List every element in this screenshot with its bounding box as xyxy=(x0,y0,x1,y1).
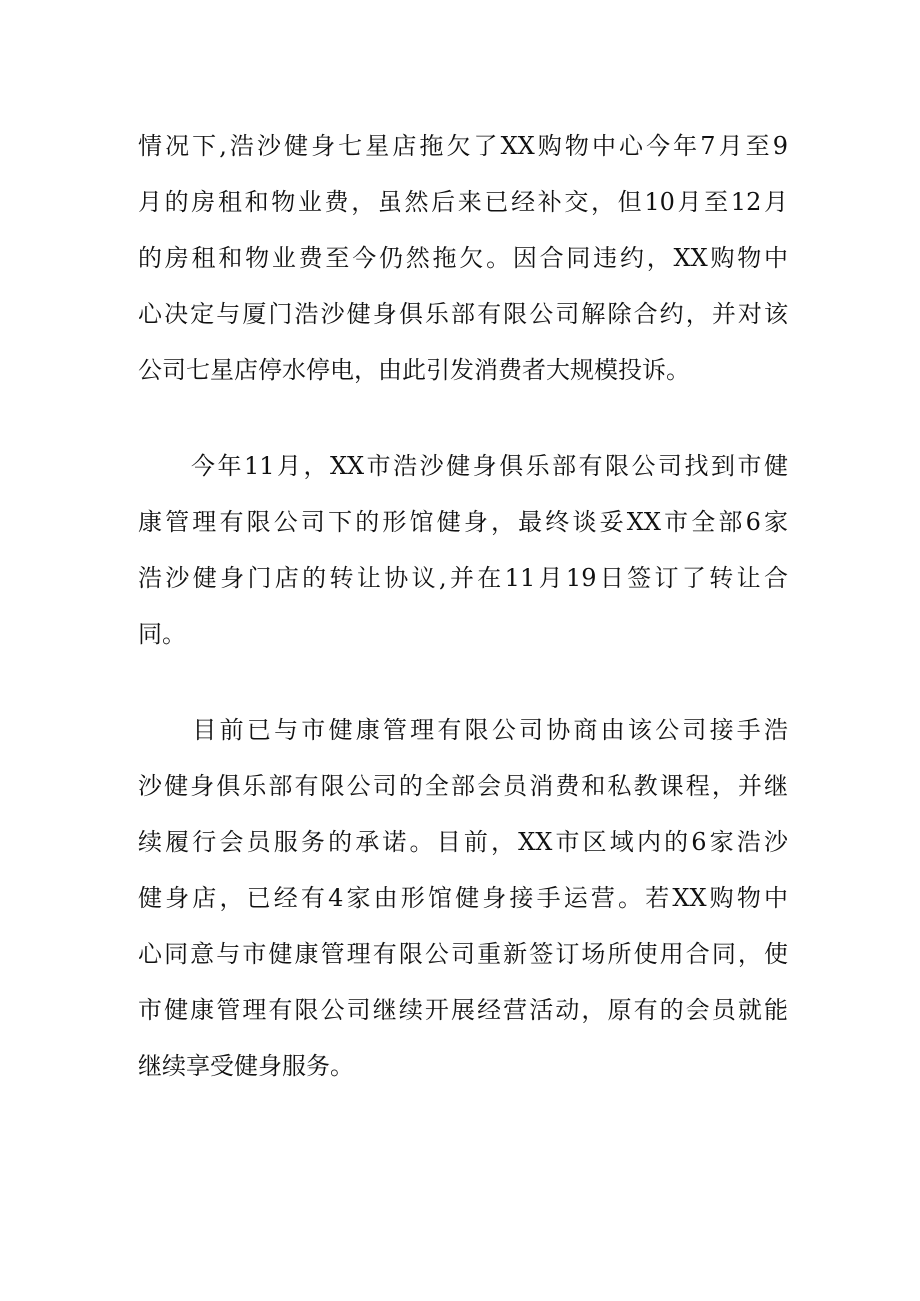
text-line: 心决定与厦门浩沙健身俱乐部有限公司解除合约，并对该 xyxy=(138,300,788,328)
text-line: 康管理有限公司下的形馆健身，最终谈妥XX市全部6家 xyxy=(138,508,788,536)
text-line: 同。 xyxy=(138,620,186,648)
document-body xyxy=(138,118,788,1094)
paragraph-1 xyxy=(138,118,788,398)
text-line: 目前已与市健康管理有限公司协商由该公司接手浩 xyxy=(138,716,788,744)
text-line: 续履行会员服务的承诺。目前，XX市区域内的6家浩沙 xyxy=(138,828,788,856)
text-line: 心同意与市健康管理有限公司重新签订场所使用合同，使 xyxy=(138,940,788,968)
paragraph-spacer xyxy=(138,662,788,702)
text-line: 情况下,浩沙健身七星店拖欠了XX购物中心今年7月至9 xyxy=(138,132,788,160)
paragraph-3 xyxy=(138,702,788,1094)
text-line: 月的房租和物业费，虽然后来已经补交，但10月至12月 xyxy=(138,188,788,216)
paragraph-spacer xyxy=(138,398,788,438)
text-line: 浩沙健身门店的转让协议,并在11月19日签订了转让合 xyxy=(138,564,788,592)
paragraph-2 xyxy=(138,438,788,662)
text-line: 沙健身俱乐部有限公司的全部会员消费和私教课程，并继 xyxy=(138,772,788,800)
text-line: 的房租和物业费至今仍然拖欠。因合同违约，XX购物中 xyxy=(138,244,788,272)
text-line: 市健康管理有限公司继续开展经营活动，原有的会员就能 xyxy=(138,996,788,1024)
text-line: 继续享受健身服务。 xyxy=(138,1052,354,1080)
text-line: 健身店，已经有4家由形馆健身接手运营。若XX购物中 xyxy=(138,884,788,912)
text-line: 公司七星店停水停电，由此引发消费者大规模投诉。 xyxy=(138,356,690,384)
text-line: 今年11月，XX市浩沙健身俱乐部有限公司找到市健 xyxy=(138,452,788,480)
